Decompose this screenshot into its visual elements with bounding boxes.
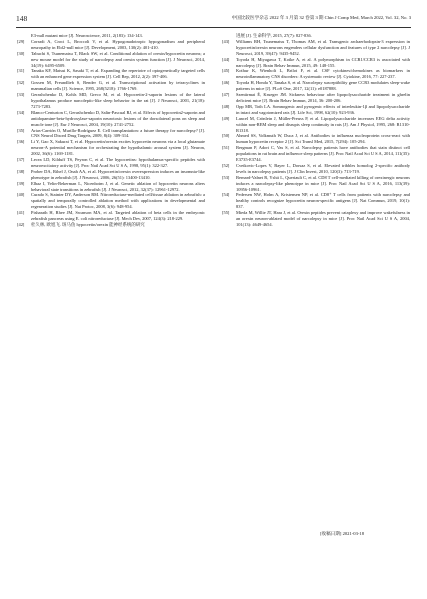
reference-text: Mieda M, Willie JT, Hara J, et al. Orexin peptides prevent cataplexy and improve wakefulness in an orexin neuron-ablated model of narcolepsy in mice [J]. Proc Natl Acad Sci U S A, 2004, 101(13): 4649-4654. bbox=[236, 210, 410, 227]
reference-number: [32] bbox=[17, 80, 25, 86]
reference-text: Curado S, Stainier DY, Anderson RM. Nitroreductase-mediated cell/tissue ablation in zebrafish: a spatially and temporally controlled ablation method with applications in developmental and regeneration studies [J]. Nat Protoc, 2008, 3(6): 948-954. bbox=[31, 192, 205, 210]
reference-text: Pisharath H, Rhee JM, Swanson MA, et al. Targeted ablation of beta cells in the embryonic zebrafish pancreas using E. coli nitroreductase [J]. Mech Dev, 2007, 124(3): 218-229. bbox=[31, 210, 205, 222]
reference-text: Ahmed SS, Volkmuth W, Duca J, et al. Antibodies to influenza nucleoprotein cross-react with human hypocretin receptor 2 [J]. Sci Transl Med, 2015, 7(294): 105-294. bbox=[236, 133, 410, 145]
reference-number: [33] bbox=[17, 92, 25, 98]
reference-number: [41] bbox=[17, 210, 25, 216]
left-column bbox=[17, 33, 205, 228]
reference-number: [50] bbox=[222, 133, 230, 139]
reference-text: Corradi A, Croci L, Broccoli V, et al. Hypogonadotropic hypogonadism and peripheral neuropathy in Ebf2-null mice [J]. Development, 2003, 130(2): 401-410. bbox=[31, 38, 205, 50]
reference-text: 杜久林, 欧旭飞. 斑马鱼 hypocretin/orexin 能神经系统的研究 bbox=[31, 222, 145, 227]
reference-text: Li Y, Gao X, Sakurai T, et al. Hypocretin/orexin excites hypocretin neurons via a local glutamate neuron-A potential mechanism for orchestrating the hypothalamic arousal system [J]. Neuron, 2002, 36(6): 1169-1181. bbox=[31, 139, 205, 157]
reference-entry bbox=[17, 222, 205, 228]
reference-entry bbox=[17, 110, 205, 128]
reference-entry bbox=[222, 133, 410, 145]
reference-entry bbox=[222, 145, 410, 163]
reference-continuation: E3-null mutant mice [J]. Neuroscience, 2011, 2(183): 134-143. bbox=[31, 33, 143, 38]
reference-text: Arias-Carrión O, Murillo-Rodríguez E. Cell transplantation: a future therapy for narcolepsy? [J]. CNS Neurol Disord Drug Targets, 2009, 8(4): 309-314. bbox=[31, 127, 205, 139]
reference-list-right bbox=[222, 39, 410, 228]
reference-number: [40] bbox=[17, 192, 25, 198]
running-head: 中国比较医学杂志 2022 年 3 月第 32 卷第 3 期 Chin J Comp Med, March 2022, Vol. 32, No. 3 bbox=[231, 15, 411, 20]
reference-text: Lecea LD, Kilduff TS, Peyron C, et al. The hypocretins: hypothalamus-specific peptides with neuroexcitatory activity [J]. Proc Natl Acad Sci U S A, 1998, 95(1): 322-327. bbox=[31, 157, 205, 168]
reference-list-left bbox=[17, 39, 205, 228]
reference-text: Pedersen NW, Holm A, Kristensen NP, et al. CD8⁺ T cells from patients with narcolepsy and healthy controls recognize hypocretin neuron-specific antigens [J]. Nat Commun, 2019, 10(1): 837. bbox=[236, 192, 410, 210]
reference-continuation: 进展 [J]. 生命科学, 2015, 27(7): 827-836. bbox=[236, 33, 312, 38]
reference-number: [48] bbox=[222, 103, 230, 109]
reference-number: [53] bbox=[222, 174, 230, 180]
reference-text: Cvetkovic-Lopes V, Bayer L, Dorsaz S, et al. Elevated tribbles homolog 2-specific antibody levels in narcolepsy patients [J]. J Clin Invest, 2010, 120(3): 713-719. bbox=[236, 162, 410, 174]
reference-text: Gerashchenko D, Kohls MD, Greco M, et al. Hypocretin-2-saporin lesions of the lateral hypothalamus produce narcoleptic-like sleep behavior in the rat [J]. J Neurosci, 2001, 21(18): 7273-7283. bbox=[31, 92, 205, 109]
reference-text: Toyoda H, Honda Y, Tanaka S, et al. Narcolepsy susceptibility gene CCR3 modulates sleep-wake patterns in mice [J]. PLoS One, 2017, 12(11): e0187888. bbox=[236, 80, 410, 92]
reference-entry bbox=[17, 39, 205, 51]
reference-text: Lancel M, Crönlein J, Müller-Preuss P, et al. Lipopolysaccharide increases EEG delta activity within non-REM sleep and disrupts sleep continuity in rats [J]. Am J Physiol, 1995, 268: R1310-R1318. bbox=[236, 115, 410, 133]
reference-number: [29] bbox=[17, 38, 25, 44]
reference-entry bbox=[17, 51, 205, 69]
reference-text: Opp MR, Toth LA. Somnogenic and pyrogenic effects of interleukin-1β and lipopolysaccharide in intact and vagotomized rats [J]. Life Sci, 1998, 62(10): 923-936. bbox=[236, 103, 410, 115]
reference-entry bbox=[17, 157, 205, 169]
page-header bbox=[16, 14, 411, 26]
reference-entry bbox=[222, 116, 410, 134]
right-column bbox=[222, 33, 410, 228]
reference-text: Gossen M, Freundlieb S, Bender G, et al. Transcriptional activation by tetracyclines in mammalian cells [J]. Science, 1995, 268(5218): 1766-1769. bbox=[31, 80, 205, 92]
reference-text: Williams RH, Tsunematsu T, Thomas AM, et al. Transgenic archaerhodopsin-3 expression in hypocretin/orexin neurons engenders cellular dysfunction and features of type 2 narcolepsy [J]. J Neurosci, 2019, 39(47): 9435-9452. bbox=[236, 38, 410, 56]
reference-number: [43] bbox=[222, 38, 230, 44]
reference-number: [44] bbox=[222, 56, 230, 62]
reference-entry bbox=[222, 163, 410, 175]
reference-entry bbox=[17, 169, 205, 181]
reference-number: [49] bbox=[222, 115, 230, 121]
reference-entry bbox=[222, 192, 410, 210]
reference-number: [46] bbox=[222, 80, 230, 86]
reference-entry bbox=[17, 139, 205, 157]
reference-number: [47] bbox=[222, 92, 230, 98]
reference-text: Bernard-Valnet R, Yshii L, Queriault C, et al. CD8 T cell-mediated killing of orexinergic neurons induces a narcolepsy-like phenotype in mice [J]. Proc Natl Acad Sci U S A, 2016, 113(39): 10956-10961. bbox=[236, 174, 410, 192]
received-date: [收稿日期] 2021-03-18 bbox=[320, 531, 365, 536]
reference-number: [52] bbox=[222, 162, 230, 168]
reference-entry bbox=[222, 210, 410, 228]
reference-text: Toyoda H, Miyagawa T, Koike A, et al. A polymorphism in CCR1/CCR3 is associated with narcolepsy [J]. Brain Behav Immun, 2015, 49: 148-155. bbox=[236, 56, 410, 68]
reference-entry bbox=[17, 181, 205, 193]
reference-text: Blanco-Centurion C, Gerashchenko D, Salin-Pascual RJ, et al. Effects of hypocretin2-saporin and antidopamine-beta-hydroxylase-saporin neurotoxic lesions of the dorsolateral pons on sleep and muscle tone [J]. Eur J Neurosci, 2004, 19(10): 2741-2752. bbox=[31, 109, 205, 127]
reference-number: [55] bbox=[222, 210, 230, 216]
reference-entry bbox=[222, 39, 410, 57]
page-number: 148 bbox=[16, 14, 28, 23]
reference-number: [37] bbox=[17, 157, 25, 163]
reference-number: [34] bbox=[17, 109, 25, 115]
header-rule bbox=[16, 27, 411, 28]
reference-entry bbox=[17, 210, 205, 222]
reference-entry bbox=[222, 175, 410, 193]
reference-text: Szentirmai É, Krueger JM. Sickness behaviour after lipopolysaccharide treatment in ghrelin deficient mice [J]. Brain Behav Immun, 2014, 36: 200-206. bbox=[236, 92, 410, 103]
reference-text: Kothur K, Wienholt L, Brilot F, et al. CSF cytokines/chemokines as biomarkers in neuroinflammatory CNS disorders: A systematic review [J]. Cytokine, 2016, 77: 227-237. bbox=[236, 68, 410, 80]
reference-entry bbox=[222, 57, 410, 69]
reference-text: Tabuchi S, Tsunematsu T, Black SW, et al. Conditional ablation of orexin/hypocretin neurons; a new mouse model for the study of narcolepsy and orexin system function [J]. J Neurosci, 2014, 34(19): 6495-6509. bbox=[31, 50, 205, 68]
reference-number: [54] bbox=[222, 192, 230, 198]
reference-number: [42] bbox=[17, 222, 25, 227]
reference-number: [38] bbox=[17, 168, 25, 174]
reference-number: [39] bbox=[17, 180, 25, 186]
reference-entry bbox=[17, 68, 205, 80]
reference-entry bbox=[17, 192, 205, 210]
reference-number: [35] bbox=[17, 127, 25, 133]
reference-entry bbox=[222, 92, 410, 104]
reference-entry bbox=[17, 128, 205, 140]
reference-entry bbox=[222, 68, 410, 80]
reference-text: Elbaz I, Yelin-Bekerman L, Nicenboim J, et al. Genetic ablation of hypocretin neurons alters behavioral state transitions in zebrafish [J]. J Neurosci, 2012, 32(37): 12961-12972. bbox=[31, 180, 205, 192]
reference-entry bbox=[17, 80, 205, 92]
reference-entry bbox=[222, 80, 410, 92]
reference-number: [36] bbox=[17, 139, 25, 145]
reference-text: Prober DA, Rihel J, Onah AA, et al. Hypocretin/orexin overexpression induces an insomnia-like phenotype in zebrafish [J]. J Neurosci, 2006, 26(51): 13400-13410. bbox=[31, 168, 205, 180]
reference-number: [31] bbox=[17, 68, 25, 74]
reference-number: [45] bbox=[222, 68, 230, 74]
reference-number: [30] bbox=[17, 50, 25, 56]
reference-entry bbox=[17, 92, 205, 110]
reference-text: Tanaka KF, Matsui K, Sasaki T, et al. Expanding the repertoire of optogenetically targeted cells with an enhanced gene expression system [J]. Cell Rep, 2012, 2(2): 397-406. bbox=[31, 68, 205, 80]
reference-text: Bergman P, Adori C, Vas S, et al. Narcolepsy patients have antibodies that stain distinct cell populations in rat brain and influence sleep patterns [J]. Proc Natl Acad Sci U S A, 2014, 111(35): E3735-E3744. bbox=[236, 145, 410, 163]
reference-number: [51] bbox=[222, 145, 230, 151]
reference-entry bbox=[222, 104, 410, 116]
